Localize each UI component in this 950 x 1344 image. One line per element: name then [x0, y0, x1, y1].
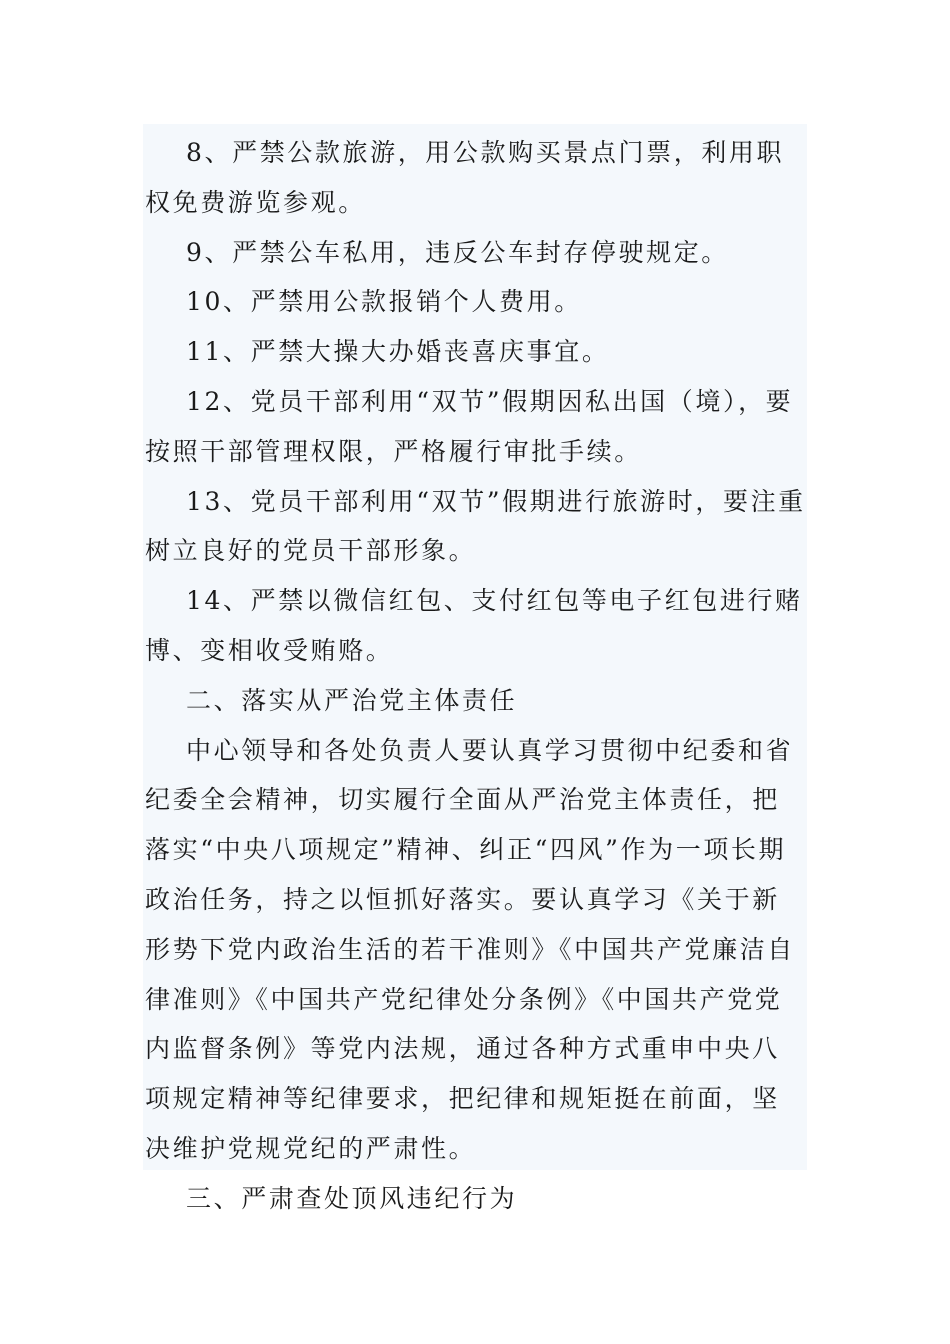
paragraph-item-14: 14、严禁以微信红包、支付红包等电子红包进行赌博、变相收受贿赂。: [145, 586, 803, 665]
paragraph-item-9: 9、严禁公车私用，违反公车封存停驶规定。: [186, 237, 729, 267]
section-body-2: 中心领导和各处负责人要认真学习贯彻中纪委和省纪委全会精神，切实履行全面从严治党主体责任，把落实“中央八项规定”精神、纠正“四风”作为一项长期政治任务，持之以恒抓好落实。要认真学习《关于新形势下党内政治生活的若干准则》《中国共产党廉洁自律准则》《中国共产党纪律处分条例》《中国共产党党内监督条例》等党内法规，通过各种方式重申中央八项规定精神等纪律要求，把纪律和规矩挺在前面，坚决维护党规党纪的严肃性。: [145, 735, 795, 1163]
document-text-block: [143, 124, 807, 1213]
section-heading-2: 二、落实从严治党主体责任: [186, 685, 518, 715]
section-heading-3: 三、严肃查处顶风违纪行为: [186, 1183, 518, 1213]
paragraph-item-13: 13、党员干部利用“双节”假期进行旅游时，要注重树立良好的党员干部形象。: [145, 486, 806, 566]
paragraph-item-11: 11、严禁大操大办婚丧喜庆事宜。: [186, 337, 610, 367]
paragraph-item-12: 12、党员干部利用“双节”假期因私出国（境），要按照干部管理权限，严格履行审批手续。: [145, 386, 794, 466]
paragraph-item-10: 10、严禁用公款报销个人费用。: [186, 287, 582, 317]
paragraph-item-8: 8、严禁公款旅游，用公款购买景点门票，利用职权免费游览参观。: [145, 138, 785, 217]
